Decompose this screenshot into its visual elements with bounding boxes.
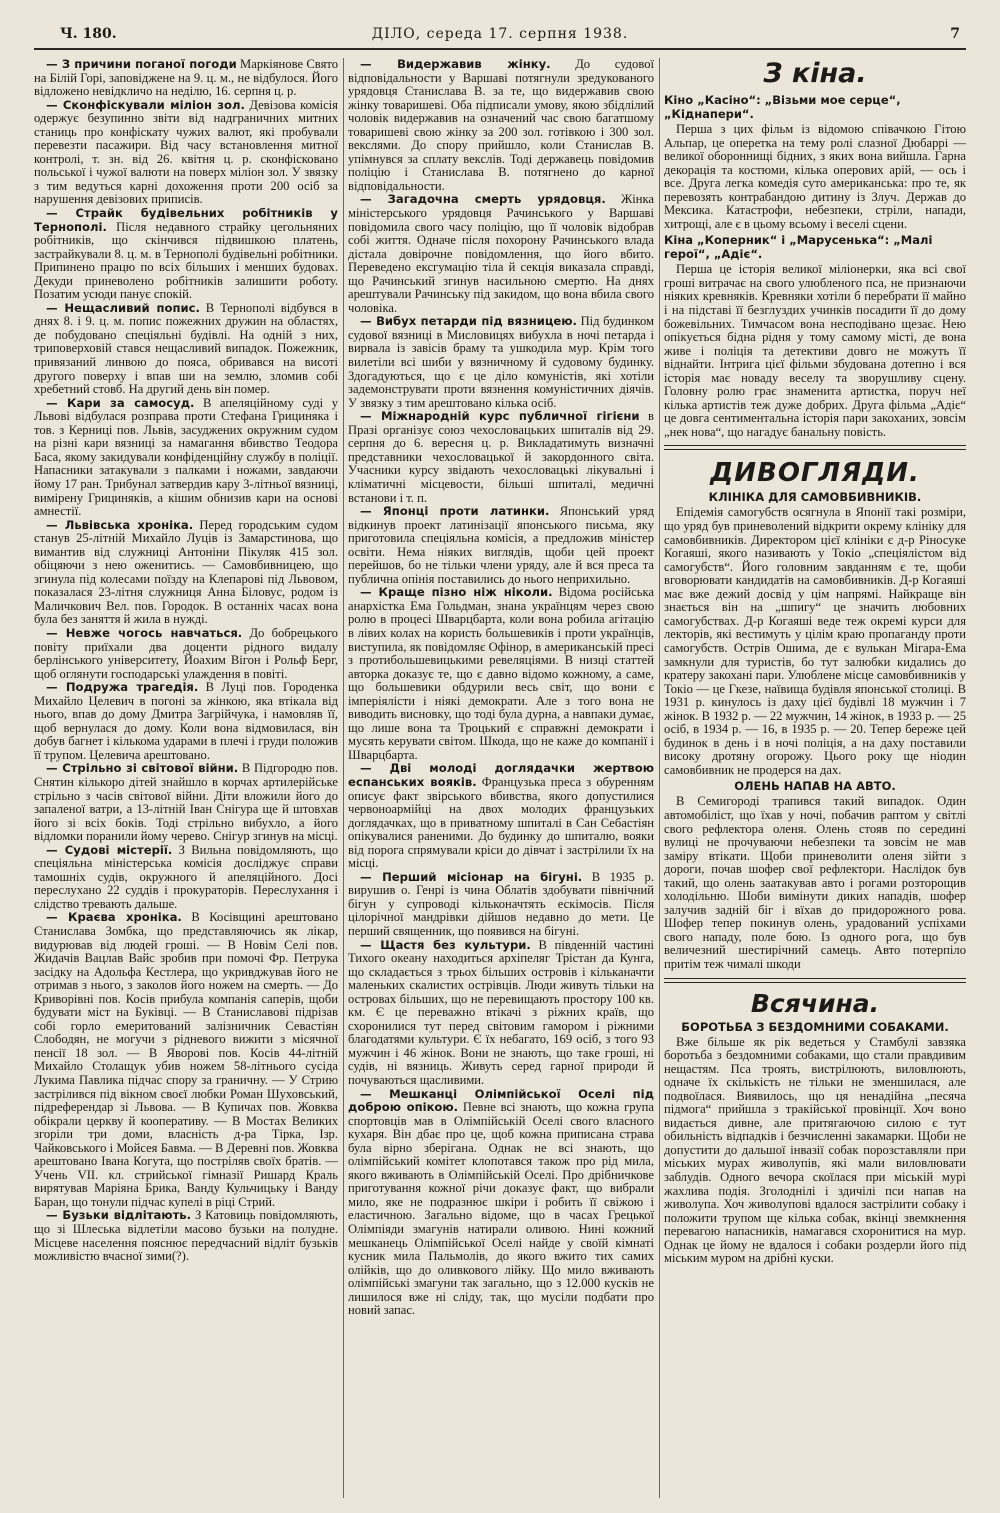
news-item-text: В південній частині Тихого океану находиться архіпеляг Трістан да Кунга, що складається з трьох більших островів і кільканачти маленьких скалистих острівців. Люди живуть тільки на островах більших, що не перевищають простору 100 кв. км. Є це переважно втікачі з ріжних країв, що схоронилися тут перед світовим гамором і ріжними благодатями культури. Є їх небагато, 169 осіб, з того 93 мужчин і 46 жінок. Вони не знають, що таке гроші, ні судів, ні вязниць. Живуть серед гарної природи й почуваються щасливими.	[348, 937, 654, 1088]
news-item	[34, 762, 338, 843]
news-item-text: В Луці пов. Городенка Михайло Целевич в погоні за жінкою, яка втікала від нього, впав до дому Дмитра Загрійчука, і намовляв її, щоб вернулася до дому. Коли вона відмовилася, він добув багнет і кількома ударами в плечі і груди положив її трупом. Целевича арештовано.	[34, 680, 338, 762]
news-item-lead: — Кари за самосуд.	[46, 395, 195, 410]
news-item	[34, 207, 338, 302]
news-item-lead: — Львівська хроніка.	[46, 517, 194, 532]
news-item-lead: — Нещасливий попис.	[46, 300, 200, 315]
news-item-lead: — Вибух петарди під вязницею.	[360, 314, 577, 329]
news-item-lead: — Краєва хроніка.	[46, 910, 182, 925]
news-item	[34, 1209, 338, 1263]
news-item	[348, 315, 654, 410]
column-2	[348, 58, 654, 1508]
masthead-title: ДІЛО, середа 17. серпня 1938.	[371, 26, 629, 42]
misc-heading: Всячина.	[750, 988, 880, 1018]
news-item-lead: — Страйк будівельних робітників у Тернополі.	[34, 206, 338, 234]
news-item-text: В апеляційному суді у Львові відбулася розправа проти Стефана Грициняка і тов. з Керниці пов. Львів, засуджених окружним судом на різні кари вязниці за намагання вбивство Теодора Баса, якому закидували конфіденційну службу в поліції. Напасники затакували з палками і ножами, завдаючи йому 17 ран. Трибунал затвердив кару 3-літньої вязниці, вимірену Грициняків, а кішим обнизив кари на основі амнестії.	[34, 395, 338, 519]
news-item-lead: — Невже чогось навчаться.	[46, 625, 243, 640]
section-rule	[664, 978, 966, 983]
news-item	[348, 1088, 654, 1318]
news-item-text: До бобрецького повіту приїхали два доценти рідного видалу берлінського університету, Йоахим Вігон і Рольф Берг, щоб оглянути господарські улаждення в повіті.	[34, 625, 338, 681]
news-item	[348, 939, 654, 1088]
news-item-text: в Празі організує союз чехословацьких шпиталів від 29. серпня до 6. вересня ц. р. Викладатимуть визначні представники чехословацької й закордонного світа. Учасники курсу звідають чехословацькі лікувальні і кліматичні місцевости, більші шпиталі, медичні встанови і т. п.	[348, 409, 654, 505]
news-item-text: Після недавного страйку цегольняних робітників, що скінчився підвишкою платень, застрайкували 8. ц. м. в Тернополі будівельні робітники. Припинено працю по всіх більших і менших будовах. Декуди приневолено робітників залишити роботу. Позатим усюди панує спокій.	[34, 219, 338, 302]
news-item	[34, 844, 338, 912]
news-item-text: Французька преса з обуренням описує факт звірського вбивства, якого допустилися червоноармійці на двох молодих французьких доглядачках, що в приватному шпиталі в Сан Себастіян опікувалися раненими. До будинку до шпиталю, вояки від порога спрямували кріси до дівчат і застрілили їх на місці.	[348, 774, 654, 871]
news-item-text: В Підгородю пов. Снятин кількоро дітей знайшло в корчах артилерійське стрільно з часів світової війни. Діти вложили його до запаленої ватри, а 13-літній Іван Снігура ще й штовхав його зі всіх боків. Тоді стрільно вибухло, а його відломки поранили йому черево. Снігур згинув на місці.	[34, 761, 338, 844]
cinema-review: Перша це історія великої міліонерки, яка всі свої гроші витрачає на свого улюбленого пса, не признаючи ніяких кревняків. Кревняки хотіли б перебрати її майно і на підставі її безглуздих учинків посадити її до дому божевільних. Тимчасом вона несподівано щезає. Нею опікується бідна рідня у тому самому місті, де вона живе і поліція та детективи довго не можуть її віднайти. Інтрига цієї фільми збудована дотепно і вся історія має новаду веселу та зворушливу сцену. Головну ролю грає знаменита артистка, поруч неї кілька артистів теж дуже добрих. Друга фільма „Адіє“ це довга сентиментальна історія пари закоханих, зовсім „нек нова“, що нагадує банальну повість.	[664, 262, 966, 439]
news-item-text: З Вильна повідомляють, що спеціяльна міністерська комісія досліджує справи тамошніх судів, окружного й апеляційного. Досі переслухано 22 суддів і прокураторів. Переслухання і слідство тревають дальше.	[34, 842, 338, 911]
news-item	[34, 397, 338, 519]
news-item-lead: — Щастя без культури.	[360, 937, 531, 952]
news-item	[348, 58, 654, 193]
page-number: 7	[950, 26, 960, 42]
news-item-text: В 1935 р. вирушив о. Генрі із чина Облатів здобувати північний бігун у супроводі кільконачтять ескімосів. Після цілорічної мандрівки дійшов недавно до мети. Це перший священник, що появився на бігуні.	[348, 869, 654, 938]
columns	[34, 58, 966, 1508]
article-title: БОРОТЬБА З БЕЗДОМНИМИ СОБАКАМИ.	[681, 1019, 949, 1034]
news-item-text: Певне всі знають, що кожна група спортовців мав в Олімпійській Оселі свого власного кухаря. Він дбає про це, щоб кожна приписана страва була вірно зберігана. Однак не всі знають, що олімпійський комітет клопотався також про рід мила, якого вживають в Олімпійській Оселі. Про дрібничкове приготування кожної річи доказує факт, що вибрали мило, яке не подразнює шкіри і робить її свіжою і еластичною. Загально відоме, що в часах Грецької Олімпіяди змагунів натирали оливою. Нині кожний мешканець Олімпійської Оселі найде у своїй кімнаті кусник мила Пальмолів, до якого вжито тих самих олійків, що до оливкового лійку. Що мило вживають олімпійські змагуни так загально, що з 12.000 кусків не лишилося вже ні сліду, так, що мусіли подбати про новий запас.	[348, 1100, 654, 1318]
news-item	[348, 762, 654, 870]
news-item-lead: — Міжнародній курс публичної гігієни	[360, 409, 640, 424]
news-item	[34, 99, 338, 207]
news-item-lead: — Дві молоді доглядачки жертвою еспанських вояків.	[348, 761, 654, 789]
news-item	[34, 911, 338, 1209]
cinema-subheading: Кіна „Коперник“ і „Марусенька“: „Малі герої“, „Адіє“.	[664, 233, 933, 262]
article-text: Епідемія самогубств осягнула в Японії такі розміри, що уряд був приневолений відкрити окрему клініку для самовбивників. Директором цієї клініки є д-р Ріносуке Когаяші, якого називають у Токіо „спеціялістом від самогубств“. Його головним завданням є те, щоби вговорювати кандидатів на самовбивників. Д-р Когаяші має вже дежий досвід у цім напрямі. Найкраще він знається він на „шпигу“ це значить любовних самогубствах. Д-р Когаяші веде теж окремі курси для лекторів, які вестимуть у цілім краю пропаганду проти самогубств. Острів Ошима, де є вулькан Мігара-Ема замкнули для туристів, бо тут залюбки кидались до кратеру закохані пари. Улюблене місце самовбивників у Токіо — це Гкезе, наївища будівля японської столиці. В 1931 р. кинулось із даху цієї будівлі 18 мужчин і 7 жінок. В 1932 р. — 22 мужчин, 14 жінок, в 1933 р. — 25 осіб, в 1934 р. — 16, в 1935 р. — 20. Тепер береже цей будинок в день і в ночі поліція, а на даху поставили високу дротяну огорожу. Цього року ще ніодин самовбивник не продерся на дах.	[664, 505, 966, 777]
article-text: В Семигороді трапився такий випадок. Один автомобіліст, що їхав у ночі, побачив раптом у світлі свого рефлектора оленя. Олень стояв по середині вулиці не прочуваючи небезпеки та зовсім не мав заміру втікати. Щоби приневолити оленя зійти з дороги, почав шофер свої рефлектори. Наслідок був такий, що олень заатакував авто і рогами розторощив холодільню. Шоби вимінути диких нападів, шофер залучив задній біг і вїхав до придорожного рова. Шофер тепер покинув олень, урадований успіхами свого нападу, поле бою. Із одного рога, що був величезний шестирічний самець. Авто потерпіло притім теж чималі шкоди	[664, 794, 966, 971]
news-item-lead: — Перший місіонар на бігуні.	[360, 869, 583, 884]
news-item	[348, 193, 654, 315]
news-item	[348, 586, 654, 762]
news-item-text: Відома російська анархістка Ема Гольдман, знана українцям через свою ролю в процесі Шварцбарта, коли вона робила агітацію в лівих колах на користь большевиків і проти українців, виступила, як повідомляє Офінор, в американській пресі з протибольшевицькими ревеляціями. В низці статтей авторка доказує те, що є давно відомо кожному, а саме, що большевики обдурили весь світ, що вони є імперіялісти і ніякі демократи. Але з того вона не виводить висновку, що тоді була дурна, а навпаки думає, що лише вона та Троцький є справжні демократи і мусять керувати світом. Шкода, що не каже до компанії і Шварцбарта.	[348, 585, 654, 762]
news-item-text: В Косівщині арештовано Станислава Зомбка, що представляючись як лікар, видурював від людей гроші. — В Новім Селі пов. Жидачів Вацлав Вайс зробив при помочі Фр. Петрука засідку на Адольфа Кестлера, що укривджував його не отримав з нього, з заколов його ножем на смерть. — До Криворівні пов. Косів прибула компанія саперів, щоби будувати міст на Буківці. — В Станиславові підрізав собі горло емеритований залізничник Севастіян Слободян, не могучи з рідневого вижити з місячної пенсії 18 зол. — В Яворові пов. Косів 44-літній Михайло Столащук убив ножем 58-літнього сусіда Лукима Павлика підчас спору за граничну. — У Стрию застрілився під вікном своєї любки Роман Шуховський, підреферендар зі Львова. — В Купичах пов. Жовква обікрали церкву й кооперативу. — В Мостах Великих згоріли три доми, власність д-ра Тірка, Ізр. Чайковського і Мойсея Бавма. — В Деревні пов. Жовква арештовано Івана Когута, що постріляв своїх братів. — Учень VII. кл. стрийської гімназії Ришард Краль вирятував Маріяна Брика, Ванду Кульчицьку і Ванду Баран, що тонули підчас купелі в ріці Стрий.	[34, 910, 338, 1209]
news-item	[34, 681, 338, 762]
news-item-text: Перед городським судом станув 25-літній Михайло Луців із Замарстинова, що вимантив від служниці Антоніни Пікуляк 415 зол. обіцяючи з нею оженитись. — Самовбивницею, що згинула під колесами поїзду на Клепарові під Львовом, показалася 23-літня служниця Анна Біловус, родом із Маличкович Вел. пов. Городок. В останніх часах вона була без заняття й жила в нужді.	[34, 517, 338, 627]
news-item-lead: — Японці проти латинки.	[360, 504, 550, 519]
news-item-text: Девізова комісія одержує безупинно звіти від надграничних митних станиць про конфіскату чужих валют, які пробували перевезти пасажири. Від часу встановлення митної контролі, т. зн. від 26. квітня ц. р. сконфісковано польської і чужої валюти на поверх міліон зол. У звязку з тим ведуться карні дохоження проти 200 осіб за нарушення девізових приписів.	[34, 97, 338, 207]
news-item-lead: — Загадочна смерть урядовця.	[360, 192, 606, 207]
news-item-text: Під будинком судової вязниці в Мисловицях вибухла в ночі петарда і вирвала із завісів браму та ушкодила мур. Крім того вилетіли всі шиби у вязничному й судовому будинку. Здогадуються, що є це діло комуністів, які хотіли задемонструвати проти вязнення комуністичних діячів. У звязку з тим арештовано кілька осіб.	[348, 314, 654, 410]
cinema-heading: З кіна.	[763, 58, 867, 89]
news-item-lead: — З причини поганої погоди	[46, 58, 237, 71]
news-item-lead: — Сконфіскували міліон зол.	[46, 97, 245, 112]
section-rule	[664, 445, 966, 450]
cinema-review: Перша з цих фільм із відомою співачкою Гітою Альпар, це оперетка на тему ролі слазної Дюбаррі — великої обороннищі бідних, з яких вона вийшла. Гарна декорація та костюми, кілька оперових арій, — ось і все. Друга легка комедія суто американська: про те, як перевозять контрабандою дитину із Злуч. Держав до Мексика. Катастрофи, небезпеки, стріли, напади, хитрощі, але є в цьому всьому і веселі сцени.	[664, 122, 966, 231]
news-item	[34, 519, 338, 627]
column-1	[34, 58, 338, 1508]
news-item	[34, 627, 338, 681]
article-title: ОЛЕНЬ НАПАВ НА АВТО.	[734, 779, 896, 794]
news-item-text: Маркіянове Свято на Білій Горі, заповіджене на 9. ц. м., не відбулося. Його відложено невідкличо на неділю, 16. серпня ц. р.	[34, 58, 338, 99]
news-item-text: Жінка міністерського урядовця Рачинського у Варшаві повідомила свого часу поліцію, що її чоловік відобрав собі життя. Одначе після похорону Рачинського влада дістала довірочне повідомлення, що його вбито. Переведено ексгумацію тіла й секція виказала справді, що Рачинський згинув насильною смертю. На днях арештували Рачинську під закидом, що вона вбила свого чоловіка.	[348, 192, 654, 315]
news-item-text: З Катовиць повідомляють, що зі Шлеська відлетіли масово бузьки на полудне. Місцеве населення пояснює передчасний відліт бузьків можливістю вчасної зими(?).	[34, 1208, 338, 1264]
news-item-lead: — Бузьки відлітають.	[46, 1208, 192, 1223]
news-item-lead: — Мешканці Олімпійської Оселі під доброю опікою.	[348, 1086, 654, 1115]
news-item-text: В Тернополі відбувся в днях 8. і 9. ц. м. попис пожежних дружин на областях, де побудовано спеціяльні будівлі. На одній з них, триповерховій стався нещасливий випадок. Пожежник, привязаний линвою до пояса, обривався на висоті другого поверху і впав ши на землю, зломив собі хребетний стовб. На другий день він помер.	[34, 300, 338, 397]
news-item	[34, 302, 338, 397]
news-item-lead: — Стрільно зі світової війни.	[46, 761, 239, 776]
news-item	[348, 505, 654, 586]
article-title: КЛІНІКА ДЛЯ САМОВБИВНИКІВ.	[708, 490, 922, 505]
column-3	[664, 58, 966, 1508]
marvels-heading: ДИВОГЛЯДИ.	[710, 458, 920, 489]
news-item	[348, 410, 654, 505]
news-item	[34, 58, 338, 99]
news-item-text: Японський уряд відкинув проект латинізації японського письма, яку приготовила спеціяльна комісія, а предложив міністер освіти. Нема ніяких виглядів, щоби цей проект перейшов, бо не тільки члени уряду, але й вся преса та публична опінія поставились до нього неприхильно.	[348, 504, 654, 586]
news-item-lead: — Подружа трагедія.	[46, 680, 199, 695]
news-item-lead: — Видержавив жінку.	[360, 58, 551, 71]
cinema-subheading: Кіно „Касіно“: „Візьми мое серце“, „Кіднапери“.	[664, 93, 901, 121]
news-item-lead: — Краще пізно ніж ніколи.	[360, 585, 553, 600]
article-text: Вже більше як рік ведеться у Стамбулі завзяка боротьба з бездомними собаками, що стали правдивим нещастям. Пса троять, вистрілюють, виловлюють, одначе їх скількість не тільки не зменшилася, але подвоїлася. Виявилось, що ця ненадійна „песяча підмога“ прийшла з тракійської провінції. Хоч воно видається дивне, але притягаючою силою є тут обильність відпадків і безчисленні закамарки. Щоби не допустити до дальшої інвазії собак порозставляли при міських мурах живолупів, які мали виловлювати заблудів. Одного вечора скоїлася при міській мурі жахлива подія. Зголоднілі і здичілі пси напав на живолупа. Хоч живолупові вдалося застрілити собаку і положити трупом ще кілька собак, вкінці звемкнення перевагою напасників, намагався схоронитися на мур. Однак це йому не вдалося і собаки роздерли його під міським муром на дрібні куски.	[664, 1034, 966, 1266]
news-item	[348, 871, 654, 939]
page-header	[34, 26, 966, 50]
news-item-lead: — Судові містерії.	[46, 842, 173, 857]
issue-number: Ч. 180.	[60, 26, 117, 42]
news-item-text: До судової відповідальности у Варшаві потягнули зредукованого урядовця Станислава В. за те, що видержавив свою жінку товаришеві. Оба підписали умову, якою збідлілий чоловік видержавив на означений час свою багатшому товаришеві свою жінку за 200 зол. готівкою і 300 зол. векслями. До спору прийшло, коли Станислав В. упімнувся за сплату векслів. Тоді державець повідомив поліцію і Станислава В. потягнено до карної відповідальности.	[348, 58, 654, 193]
